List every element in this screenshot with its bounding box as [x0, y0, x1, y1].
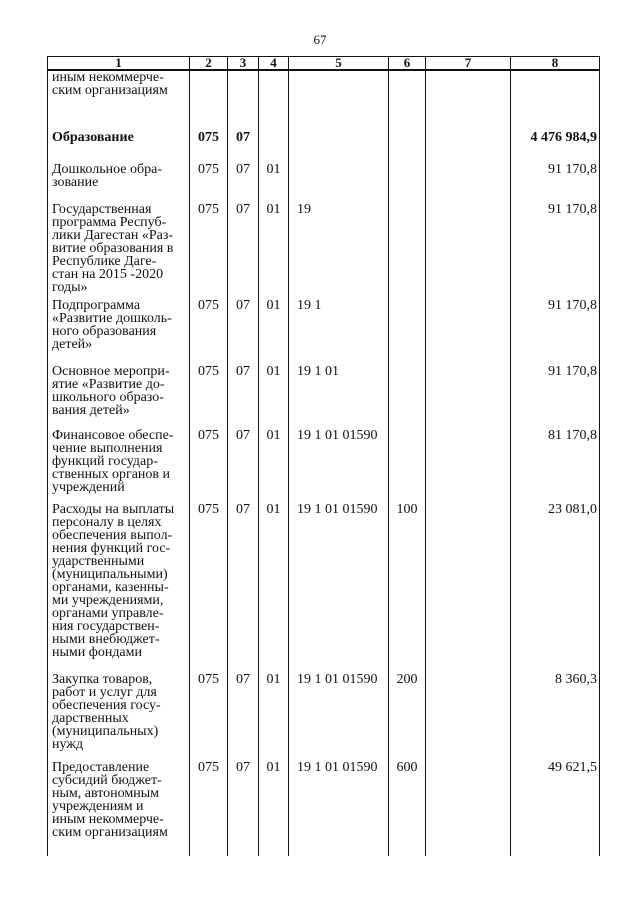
- cell-ministry-code: [190, 70, 228, 121]
- cell-target-article: 19 1 01 01590: [289, 761, 389, 856]
- column-header: 7: [426, 57, 511, 71]
- column-header: 3: [228, 57, 259, 71]
- cell-amount: 91 170,8: [511, 365, 600, 429]
- cell-subsection-code: 01: [259, 429, 289, 503]
- cell-expense-type: [389, 203, 426, 299]
- cell-section-code: 07: [228, 761, 259, 856]
- cell-target-article: 19 1: [289, 299, 389, 365]
- cell-ministry-code: 075: [190, 163, 228, 203]
- cell-target-article: [289, 163, 389, 203]
- table-row: [48, 365, 600, 429]
- cell-target-article: [289, 121, 389, 163]
- cell-subsection-code: 01: [259, 203, 289, 299]
- cell-target-article: 19: [289, 203, 389, 299]
- cell-ministry-code: 075: [190, 121, 228, 163]
- cell-column-7: [426, 673, 511, 761]
- cell-expense-type: [389, 163, 426, 203]
- cell-amount: 23 081,0: [511, 503, 600, 673]
- cell-section-code: 07: [228, 163, 259, 203]
- table-row: [48, 70, 600, 121]
- cell-section-code: 07: [228, 365, 259, 429]
- cell-item-name: Предоставление субсидий бюджет- ным, автономным учреждениям и иным некоммерче- ским организациям: [48, 761, 190, 856]
- cell-section-code: 07: [228, 429, 259, 503]
- table-row: [48, 121, 600, 163]
- cell-expense-type: [389, 70, 426, 121]
- cell-subsection-code: 01: [259, 673, 289, 761]
- cell-ministry-code: 075: [190, 365, 228, 429]
- cell-ministry-code: 075: [190, 503, 228, 673]
- cell-column-7: [426, 163, 511, 203]
- column-header: 1: [48, 57, 190, 71]
- cell-item-name: иным некоммерче- ским организациям: [48, 70, 190, 121]
- cell-column-7: [426, 70, 511, 121]
- cell-column-7: [426, 503, 511, 673]
- cell-item-name: Образование: [48, 121, 190, 163]
- cell-section-code: 07: [228, 299, 259, 365]
- cell-item-name: Подпрограмма «Развитие дошколь- ного образования детей»: [48, 299, 190, 365]
- cell-column-7: [426, 299, 511, 365]
- column-header: 8: [511, 57, 600, 71]
- cell-ministry-code: 075: [190, 203, 228, 299]
- cell-target-article: 19 1 01: [289, 365, 389, 429]
- cell-subsection-code: 01: [259, 503, 289, 673]
- cell-expense-type: [389, 121, 426, 163]
- cell-item-name: Финансовое обеспе- чение выполнения функций государ- ственных органов и учреждений: [48, 429, 190, 503]
- cell-target-article: [289, 70, 389, 121]
- cell-target-article: 19 1 01 01590: [289, 429, 389, 503]
- cell-subsection-code: 01: [259, 299, 289, 365]
- table-row: [48, 299, 600, 365]
- table-row: [48, 429, 600, 503]
- cell-section-code: 07: [228, 121, 259, 163]
- cell-ministry-code: 075: [190, 429, 228, 503]
- cell-ministry-code: 075: [190, 299, 228, 365]
- cell-column-7: [426, 365, 511, 429]
- cell-amount: 8 360,3: [511, 673, 600, 761]
- cell-amount: [511, 70, 600, 121]
- table-row: [48, 203, 600, 299]
- cell-item-name: Государственная программа Респуб- лики Дагестан «Раз- витие образования в Республике Даге- стан на 2015 -2020 годы»: [48, 203, 190, 299]
- table-row: [48, 761, 600, 856]
- cell-column-7: [426, 121, 511, 163]
- column-header: 6: [389, 57, 426, 71]
- cell-item-name: Расходы на выплаты персоналу в целях обеспечения выпол- нения функций гос- ударственными (муниципальными) органами, казенны- ми учреждениями, органами управле- ния государствен- ными внебюджет- ными фондами: [48, 503, 190, 673]
- page-number: 67: [313, 32, 327, 47]
- cell-section-code: 07: [228, 503, 259, 673]
- cell-column-7: [426, 761, 511, 856]
- cell-subsection-code: [259, 70, 289, 121]
- budget-table: [47, 56, 600, 856]
- cell-ministry-code: 075: [190, 673, 228, 761]
- cell-amount: 4 476 984,9: [511, 121, 600, 163]
- column-header: 2: [190, 57, 228, 71]
- cell-amount: 91 170,8: [511, 163, 600, 203]
- cell-subsection-code: 01: [259, 365, 289, 429]
- cell-section-code: [228, 70, 259, 121]
- cell-amount: 49 621,5: [511, 761, 600, 856]
- cell-section-code: 07: [228, 673, 259, 761]
- cell-expense-type: 200: [389, 673, 426, 761]
- table-row: [48, 163, 600, 203]
- cell-item-name: Основное меропри- ятие «Развитие до- школьного образо- вания детей»: [48, 365, 190, 429]
- table-row: [48, 503, 600, 673]
- header-row: [48, 57, 600, 71]
- cell-column-7: [426, 203, 511, 299]
- cell-subsection-code: 01: [259, 761, 289, 856]
- cell-expense-type: [389, 429, 426, 503]
- cell-expense-type: [389, 299, 426, 365]
- cell-column-7: [426, 429, 511, 503]
- cell-subsection-code: [259, 121, 289, 163]
- cell-item-name: Закупка товаров, работ и услуг для обеспечения госу- дарственных (муниципальных) нужд: [48, 673, 190, 761]
- cell-subsection-code: 01: [259, 163, 289, 203]
- cell-amount: 81 170,8: [511, 429, 600, 503]
- column-header: 4: [259, 57, 289, 71]
- table-row: [48, 673, 600, 761]
- cell-expense-type: [389, 365, 426, 429]
- column-header: 5: [289, 57, 389, 71]
- cell-target-article: 19 1 01 01590: [289, 503, 389, 673]
- cell-amount: 91 170,8: [511, 299, 600, 365]
- cell-item-name: Дошкольное обра- зование: [48, 163, 190, 203]
- cell-section-code: 07: [228, 203, 259, 299]
- cell-amount: 91 170,8: [511, 203, 600, 299]
- cell-expense-type: 600: [389, 761, 426, 856]
- cell-ministry-code: 075: [190, 761, 228, 856]
- cell-target-article: 19 1 01 01590: [289, 673, 389, 761]
- cell-expense-type: 100: [389, 503, 426, 673]
